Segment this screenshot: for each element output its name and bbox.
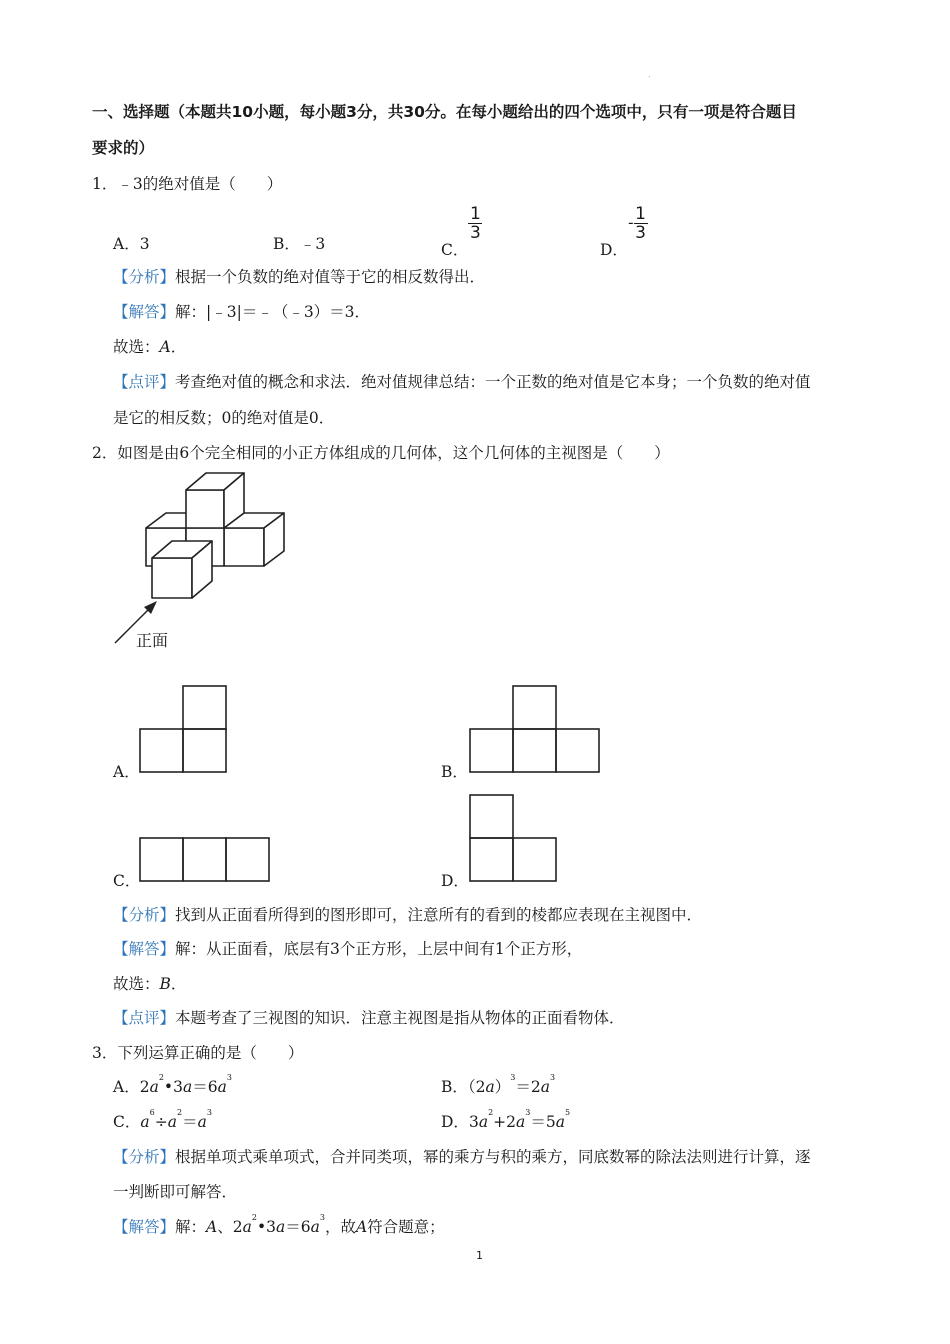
- q1-review-line1: 考查绝对值的概念和求法．绝对值规律总结：一个正数的绝对值是它本身；一个负数的绝对值: [175, 373, 811, 391]
- q3-d-v1: a: [478, 1113, 489, 1131]
- q3-d-e3: 5: [564, 1108, 571, 1117]
- q3-b-e3: 3: [550, 1073, 556, 1082]
- q3-a-v2: a: [182, 1078, 193, 1096]
- q3-a-t1: 2: [139, 1078, 150, 1096]
- q1-option-c-label: C．: [441, 240, 469, 259]
- q3-a-e1: 2: [158, 1073, 164, 1082]
- q2-choice-letter: B: [159, 975, 171, 993]
- q3-ans-t5: 符合题意；: [367, 1218, 445, 1236]
- section-heading-line1: 一、选择题（本题共10小题，每小题3分，共30分。在每小题给出的四个选项中，只有一项是符合题目: [92, 103, 797, 121]
- q2-review-tag: 【点评】: [113, 1009, 176, 1027]
- q3-option-b: [441, 1075, 555, 1097]
- q1-choice-suffix: ．: [170, 338, 187, 356]
- q3-a-t2: •3: [163, 1078, 183, 1096]
- q2-choice-prefix: 故选：: [113, 975, 160, 993]
- q1-option-a: A．3: [113, 235, 150, 253]
- q3-d-v2: a: [516, 1113, 526, 1131]
- q2-stem: 2．如图是由6个完全相同的小正方体组成的几何体，这个几何体的主视图是（ ）: [92, 444, 670, 462]
- q3-answer: [113, 1215, 445, 1237]
- q2-option-c: C．: [113, 872, 141, 890]
- q1-answer-tag: 【解答】: [113, 303, 176, 321]
- q3-ans-t4: ，故: [324, 1218, 356, 1236]
- q3-b-label: B．: [441, 1078, 468, 1096]
- q3-b-v3: a: [540, 1078, 550, 1096]
- q1-option-b: B．﹣3: [273, 235, 326, 253]
- q3-ans-t2: •3: [256, 1218, 276, 1236]
- page-mark: .: [648, 70, 651, 79]
- q3-option-c: [113, 1110, 212, 1132]
- q3-c-v3: a: [197, 1113, 207, 1131]
- q3-analysis-line1: 根据单项式乘单项式，合并同类项，幂的乘方与积的乘方，同底数幂的除法法则进行计算，逐: [175, 1148, 811, 1166]
- q3-a-t3: ＝6: [192, 1078, 218, 1096]
- q3-c-t3: ＝: [182, 1113, 198, 1131]
- q3-a-v1: a: [149, 1078, 159, 1096]
- q1-review-tag: 【点评】: [113, 373, 176, 391]
- q3-answer-tag: 【解答】: [113, 1218, 176, 1236]
- q3-d-t2: +2: [493, 1113, 517, 1131]
- q2-choice-suffix: ．: [170, 975, 187, 993]
- q2-analysis-text: 找到从正面看所得到的图形即可，注意所有的看到的棱都应表现在主视图中．: [175, 906, 703, 924]
- q3-ans-e1: 2: [251, 1213, 257, 1222]
- q3-d-t1: 3: [468, 1113, 479, 1131]
- q2-answer-text: 解：从正面看，底层有3个正方形，上层中间有1个正方形，: [175, 940, 583, 958]
- q3-b-e2: 3: [510, 1073, 516, 1082]
- q1-answer-text: 解：|﹣3|＝﹣（﹣3）＝3．: [175, 303, 371, 321]
- q3-ans-t1: 、2: [217, 1218, 243, 1236]
- q3-c-v1: a: [140, 1113, 150, 1131]
- q1-stem: 1．﹣3的绝对值是（ ）: [92, 175, 283, 193]
- q3-stem: 3．下列运算正确的是（ ）: [92, 1044, 304, 1062]
- q1-option-c-numerator: 1: [469, 204, 481, 224]
- q2-analysis-tag: 【分析】: [113, 906, 176, 924]
- q3-d-e1: 2: [488, 1108, 494, 1117]
- q1-choice-letter: A: [159, 338, 171, 356]
- q3-analysis-tag: 【分析】: [113, 1148, 176, 1166]
- q3-b-t3: ＝2: [515, 1078, 541, 1096]
- q1-analysis-text: 根据一个负数的绝对值等于它的相反数得出．: [175, 268, 486, 286]
- q1-option-d-numerator: 1: [635, 204, 646, 224]
- q2-review: [113, 1006, 625, 1028]
- q3-d-label: D．: [441, 1113, 469, 1131]
- q3-a-e3: 3: [226, 1073, 232, 1082]
- q1-analysis-tag: 【分析】: [113, 268, 176, 286]
- q1-option-d-sign: -: [627, 213, 634, 232]
- q3-option-d: [441, 1110, 570, 1132]
- q1-review-line2: 是它的相反数；0的绝对值是0．: [113, 409, 335, 427]
- page-number: 1: [476, 1249, 483, 1262]
- q1-choice-prefix: 故选：: [113, 338, 160, 356]
- q2-analysis: [113, 903, 702, 925]
- section-heading-line2: 要求的）: [92, 139, 155, 157]
- q2-choice: [113, 972, 186, 994]
- q3-c-e1: 6: [149, 1108, 155, 1117]
- q2-answer-tag: 【解答】: [113, 940, 176, 958]
- q1-option-d-denominator: 3: [635, 223, 646, 243]
- q3-ans-v2: a: [275, 1218, 286, 1236]
- q3-d-t3: ＝5: [530, 1113, 556, 1131]
- q3-d-e2: 3: [525, 1108, 531, 1117]
- q2-figure-label: 正面: [136, 631, 169, 650]
- q3-ans-t3: ＝6: [285, 1218, 311, 1236]
- q3-ans-t0: 解：: [175, 1218, 207, 1236]
- q3-c-label: C．: [113, 1113, 141, 1131]
- q3-a-label: A．: [113, 1078, 140, 1096]
- q3-c-t2: ÷: [154, 1113, 168, 1131]
- q2-review-text: 本题考查了三视图的知识．注意主视图是指从物体的正面看物体．: [175, 1009, 625, 1027]
- q3-b-v1: a: [485, 1078, 495, 1096]
- q3-analysis-line2: 一判断即可解答．: [113, 1183, 238, 1201]
- q3-b-t2: ）: [494, 1078, 511, 1096]
- q3-a-v3: a: [217, 1078, 227, 1096]
- q3-ans-e3: 3: [319, 1213, 325, 1222]
- q3-ans-v0: A: [206, 1218, 218, 1236]
- q3-c-e2: 2: [176, 1108, 183, 1117]
- q3-ans-v1: a: [242, 1218, 252, 1236]
- q3-option-a: [113, 1075, 232, 1097]
- q2-option-a: A．: [113, 763, 140, 781]
- q3-c-e3: 3: [206, 1108, 212, 1117]
- q3-analysis: [113, 1145, 811, 1167]
- q3-ans-v4: A: [355, 1218, 368, 1236]
- q3-c-v2: a: [167, 1113, 177, 1131]
- q2-option-b: B．: [441, 763, 468, 781]
- q2-option-d: D．: [441, 872, 469, 890]
- q3-ans-v3: a: [310, 1218, 320, 1236]
- q1-option-c-denominator: 3: [469, 223, 481, 243]
- q1-option-d-label: D．: [600, 240, 628, 259]
- q2-answer: [113, 937, 582, 959]
- q3-d-v3: a: [555, 1113, 565, 1131]
- q3-b-t1: （2: [467, 1078, 486, 1096]
